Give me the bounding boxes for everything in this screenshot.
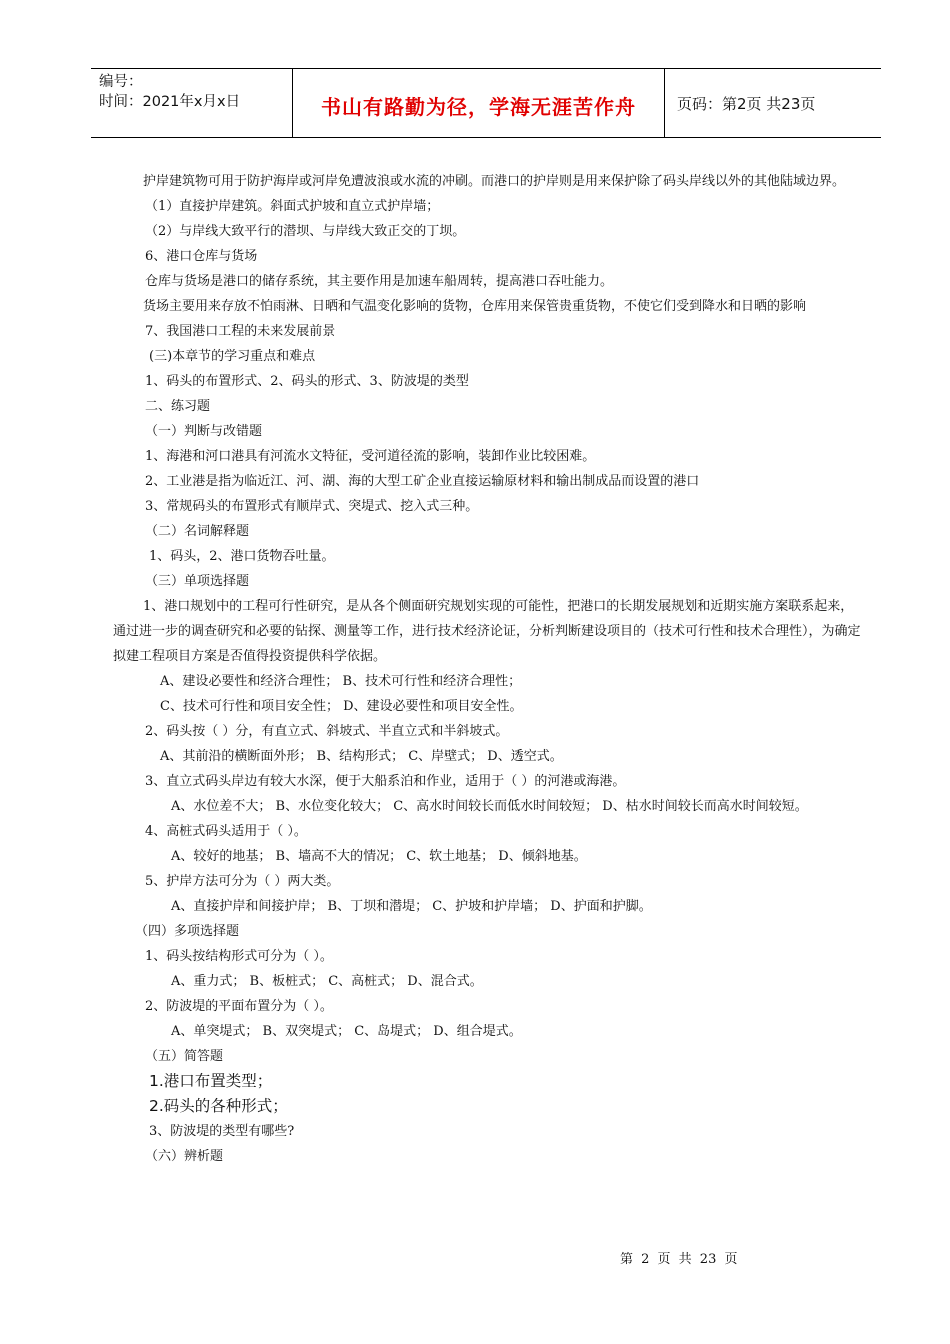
section-heading: 二、练习题 <box>145 399 211 414</box>
header-page-cell <box>665 69 881 137</box>
section-heading: （三）单项选择题 <box>145 574 250 589</box>
section-heading: 6、港口仓库与货场 <box>145 249 258 264</box>
answer-options: A、水位差不大； B、水位变化较大； C、高水时间较长而低水时间较短； D、枯水时间较长而高水时间较短。 <box>171 799 808 814</box>
answer-options: A、其前沿的横断面外形； B、结构形式； C、岸壁式； D、透空式。 <box>160 749 563 764</box>
answer-options: A、重力式； B、板桩式； C、高桩式； D、混合式。 <box>171 974 483 989</box>
question-item: 2、工业港是指为临近江、河、湖、海的大型工矿企业直接运输原材料和输出制成品而设置的港口 <box>145 474 700 489</box>
section-heading: 7、我国港口工程的未来发展前景 <box>145 324 336 339</box>
section-heading: （六）辨析题 <box>145 1149 224 1164</box>
header-meta-cell <box>91 69 293 137</box>
section-heading: （四）多项选择题 <box>135 924 240 939</box>
question-item: 4、高桩式码头适用于（ ）。 <box>145 824 307 839</box>
question-item: 3、常规码头的布置形式有顺岸式、突堤式、挖入式三种。 <box>145 499 479 514</box>
header-motto: 书山有路勤为径，学海无涯苦作舟 <box>321 95 636 119</box>
question-item: 1、海港和河口港具有河流水文特征，受河道径流的影响，装卸作业比较困难。 <box>145 449 596 464</box>
answer-options: A、单突堤式； B、双突堤式； C、岛堤式； D、组合堤式。 <box>171 1024 522 1039</box>
document-body <box>113 169 861 1169</box>
page-header <box>91 68 881 138</box>
paragraph: 仓库与货场是港口的储存系统，其主要作用是加速车船周转，提高港口吞吐能力。 <box>145 274 614 289</box>
paragraph: （1）直接护岸建筑。斜面式护坡和直立式护岸墙； <box>145 199 440 214</box>
paragraph: （2）与岸线大致平行的潜坝、与岸线大致正交的丁坝。 <box>145 224 466 239</box>
header-page-number: 页码：第2页 共23页 <box>677 95 816 113</box>
question-item: 1.港口布置类型； <box>149 1072 273 1090</box>
question-item: 2、码头按（ ）分，有直立式、斜坡式、半直立式和半斜坡式。 <box>145 724 509 739</box>
header-motto-cell <box>293 69 665 137</box>
document-time-label: 时间：2021年x月x日 <box>99 94 241 110</box>
question-item: 1、港口规划中的工程可行性研究，是从各个侧面研究规划实现的可能性，把港口的长期发展规划和近期实施方案联系起来，通过进一步的调查研究和必要的钻探、测量等工作，进行技术经济论证，分析判断建设项目的（技术可行性和技术合理性），为确定拟建工程项目方案是否值得投资提供科学依据。 <box>113 599 861 664</box>
paragraph: 1、码头的布置形式、2、码头的形式、3、防波堤的类型 <box>145 374 469 389</box>
question-item: 2.码头的各种形式； <box>149 1097 288 1115</box>
question-item: 1、码头按结构形式可分为（ ）。 <box>145 949 333 964</box>
section-heading: （一）判断与改错题 <box>145 424 263 439</box>
question-item: 1、码头，2、港口货物吞吐量。 <box>149 549 335 564</box>
answer-options: C、技术可行性和项目安全性； D、建设必要性和项目安全性。 <box>160 699 523 714</box>
question-item: 2、防波堤的平面布置分为（ ）。 <box>145 999 333 1014</box>
answer-options: A、建设必要性和经济合理性； B、技术可行性和经济合理性； <box>160 674 522 689</box>
paragraph: 货场主要用来存放不怕雨淋、日晒和气温变化影响的货物，仓库用来保管贵重货物，不使它们受到降水和日晒的影响 <box>143 299 807 314</box>
section-heading: （二）名词解释题 <box>145 524 250 539</box>
answer-options: A、较好的地基； B、墙高不大的情况； C、软土地基； D、倾斜地基。 <box>171 849 587 864</box>
answer-options: A、直接护岸和间接护岸； B、丁坝和潜堤； C、护坡和护岸墙； D、护面和护脚。 <box>171 899 652 914</box>
question-item: 3、防波堤的类型有哪些? <box>149 1124 295 1139</box>
document-number-label: 编号： <box>99 74 143 90</box>
question-item: 3、直立式码头岸边有较大水深，便于大船系泊和作业，适用于（ ）的河港或海港。 <box>145 774 626 789</box>
section-heading: (三)本章节的学习重点和难点 <box>149 349 316 364</box>
paragraph: 护岸建筑物可用于防护海岸或河岸免遭波浪或水流的冲刷。而港口的护岸则是用来保护除了码头岸线以外的其他陆域边界。 <box>143 174 846 189</box>
page-footer: 第 2 页 共 23 页 <box>620 1252 738 1267</box>
question-item: 5、护岸方法可分为（ ）两大类。 <box>145 874 340 889</box>
section-heading: （五）简答题 <box>145 1049 224 1064</box>
